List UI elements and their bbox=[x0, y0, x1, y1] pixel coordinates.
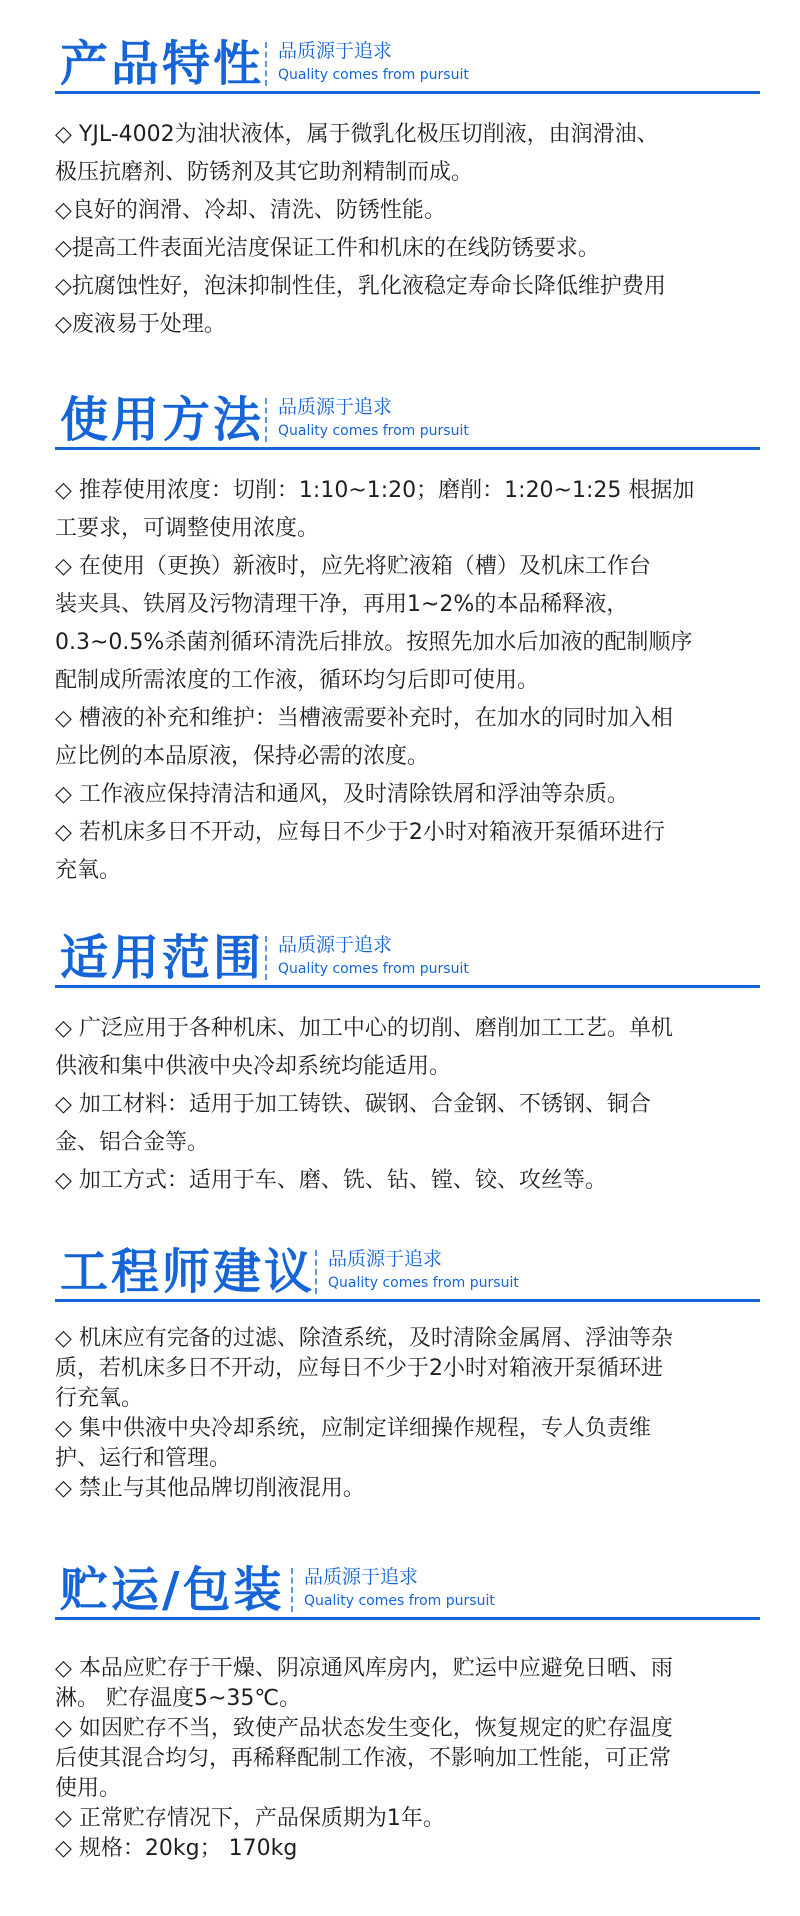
body-line: ◇ 加工方式：适用于车、磨、铣、钻、镗、铰、攻丝等。 bbox=[55, 1168, 607, 1193]
header-divider bbox=[291, 1568, 293, 1612]
body-line: 装夹具、铁屑及污物清理干净，再用1~2%的本品稀释液， bbox=[55, 592, 629, 617]
section-title: 工程师建议 bbox=[60, 1244, 316, 1300]
section-usage bbox=[0, 390, 800, 890]
tagline-en: Quality comes from pursuit bbox=[304, 1593, 495, 1609]
section-body bbox=[55, 1324, 760, 1504]
body-line: ◇ 集中供液中央冷却系统，应制定详细操作规程，专人负责维 bbox=[55, 1416, 651, 1441]
body-line: ◇ 广泛应用于各种机床、加工中心的切削、磨削加工工艺。单机 bbox=[55, 1016, 673, 1041]
section-body bbox=[55, 1654, 760, 1864]
body-line: 充氧。 bbox=[55, 858, 122, 883]
section-title: 适用范围 bbox=[60, 930, 265, 986]
body-line: ◇ 在使用（更换）新液时，应先将贮液箱（槽）及机床工作台 bbox=[55, 554, 651, 579]
body-line: 淋。 贮存温度5~35℃。 bbox=[55, 1686, 302, 1711]
section-header bbox=[55, 34, 760, 94]
section-title: 产品特性 bbox=[60, 36, 265, 92]
body-line: 后使其混合均匀，再稀释配制工作液，不影响加工性能，可正常 bbox=[55, 1746, 672, 1771]
section-header bbox=[55, 1560, 760, 1620]
body-line: 极压抗磨剂、防锈剂及其它助剂精制而成。 bbox=[55, 160, 474, 185]
body-line: ◇ 如因贮存不当，致使产品状态发生变化，恢复规定的贮存温度 bbox=[55, 1716, 673, 1741]
body-line: ◇ 推荐使用浓度：切削：1:10~1:20；磨削：1:20~1:25 根据加 bbox=[55, 478, 695, 503]
header-tagline bbox=[328, 1246, 519, 1294]
section-header bbox=[55, 390, 760, 450]
body-line: 供液和集中供液中央冷却系统均能适用。 bbox=[55, 1054, 452, 1079]
header-tagline bbox=[304, 1564, 495, 1612]
section-body bbox=[55, 1010, 760, 1200]
body-line: 应比例的本品原液，保持必需的浓度。 bbox=[55, 744, 430, 769]
tagline-cn: 品质源于追求 bbox=[328, 1248, 443, 1270]
section-title: 使用方法 bbox=[60, 392, 265, 448]
body-line: 工要求，可调整使用浓度。 bbox=[55, 516, 320, 541]
tagline-cn: 品质源于追求 bbox=[278, 934, 393, 956]
body-line: ◇ 本品应贮存于干燥、阴凉通风库房内，贮运中应避免日晒、雨 bbox=[55, 1656, 673, 1681]
header-divider bbox=[265, 936, 267, 980]
section-body bbox=[55, 116, 760, 344]
body-line: 行充氧。 bbox=[55, 1386, 144, 1411]
body-line: 质，若机床多日不开动，应每日不少于2小时对箱液开泵循环进 bbox=[55, 1356, 663, 1381]
section-title: 贮运/包装 bbox=[60, 1562, 285, 1618]
body-line: ◇提高工件表面光洁度保证工件和机床的在线防锈要求。 bbox=[55, 236, 600, 261]
body-line: ◇ 加工材料：适用于加工铸铁、碳钢、合金钢、不锈钢、铜合 bbox=[55, 1092, 651, 1117]
body-line: ◇ 工作液应保持清洁和通风，及时清除铁屑和浮油等杂质。 bbox=[55, 782, 629, 807]
tagline-en: Quality comes from pursuit bbox=[278, 961, 469, 977]
body-line: ◇ 机床应有完备的过滤、除渣系统，及时清除金属屑、浮油等杂 bbox=[55, 1326, 673, 1351]
body-line: ◇ YJL-4002为油状液体，属于微乳化极压切削液，由润滑油、 bbox=[55, 122, 659, 147]
header-tagline bbox=[278, 394, 469, 442]
body-line: 配制成所需浓度的工作液，循环均匀后即可使用。 bbox=[55, 668, 540, 693]
body-line: ◇良好的润滑、冷却、清洗、防锈性能。 bbox=[55, 198, 446, 223]
body-line: ◇抗腐蚀性好，泡沫抑制性佳，乳化液稳定寿命长降低维护费用 bbox=[55, 274, 666, 299]
header-divider bbox=[265, 398, 267, 442]
body-line: ◇ 若机床多日不开动，应每日不少于2小时对箱液开泵循环进行 bbox=[55, 820, 665, 845]
tagline-cn: 品质源于追求 bbox=[304, 1566, 419, 1588]
body-line: 0.3~0.5%杀菌剂循环清洗后排放。按照先加水后加液的配制顺序 bbox=[55, 630, 693, 655]
section-application-scope bbox=[0, 928, 800, 1200]
body-line: 使用。 bbox=[55, 1776, 122, 1801]
body-line: ◇ 槽液的补充和维护：当槽液需要补充时，在加水的同时加入相 bbox=[55, 706, 673, 731]
section-product-features bbox=[0, 34, 800, 344]
header-divider bbox=[315, 1250, 317, 1294]
body-line: 金、铝合金等。 bbox=[55, 1130, 210, 1155]
tagline-cn: 品质源于追求 bbox=[278, 40, 393, 62]
section-body bbox=[55, 472, 760, 890]
section-header bbox=[55, 928, 760, 988]
header-tagline bbox=[278, 38, 469, 86]
section-header bbox=[55, 1242, 760, 1302]
body-line: ◇ 正常贮存情况下，产品保质期为1年。 bbox=[55, 1806, 445, 1831]
header-tagline bbox=[278, 932, 469, 980]
tagline-en: Quality comes from pursuit bbox=[278, 67, 469, 83]
body-line: ◇废液易于处理。 bbox=[55, 312, 226, 337]
tagline-en: Quality comes from pursuit bbox=[328, 1275, 519, 1291]
tagline-en: Quality comes from pursuit bbox=[278, 423, 469, 439]
body-line: ◇ 规格：20kg； 170kg bbox=[55, 1836, 298, 1861]
body-line: ◇ 禁止与其他品牌切削液混用。 bbox=[55, 1476, 365, 1501]
tagline-cn: 品质源于追求 bbox=[278, 396, 393, 418]
header-divider bbox=[265, 42, 267, 86]
section-engineer-advice bbox=[0, 1242, 800, 1504]
body-line: 护、运行和管理。 bbox=[55, 1446, 232, 1471]
section-storage-packaging bbox=[0, 1560, 800, 1864]
